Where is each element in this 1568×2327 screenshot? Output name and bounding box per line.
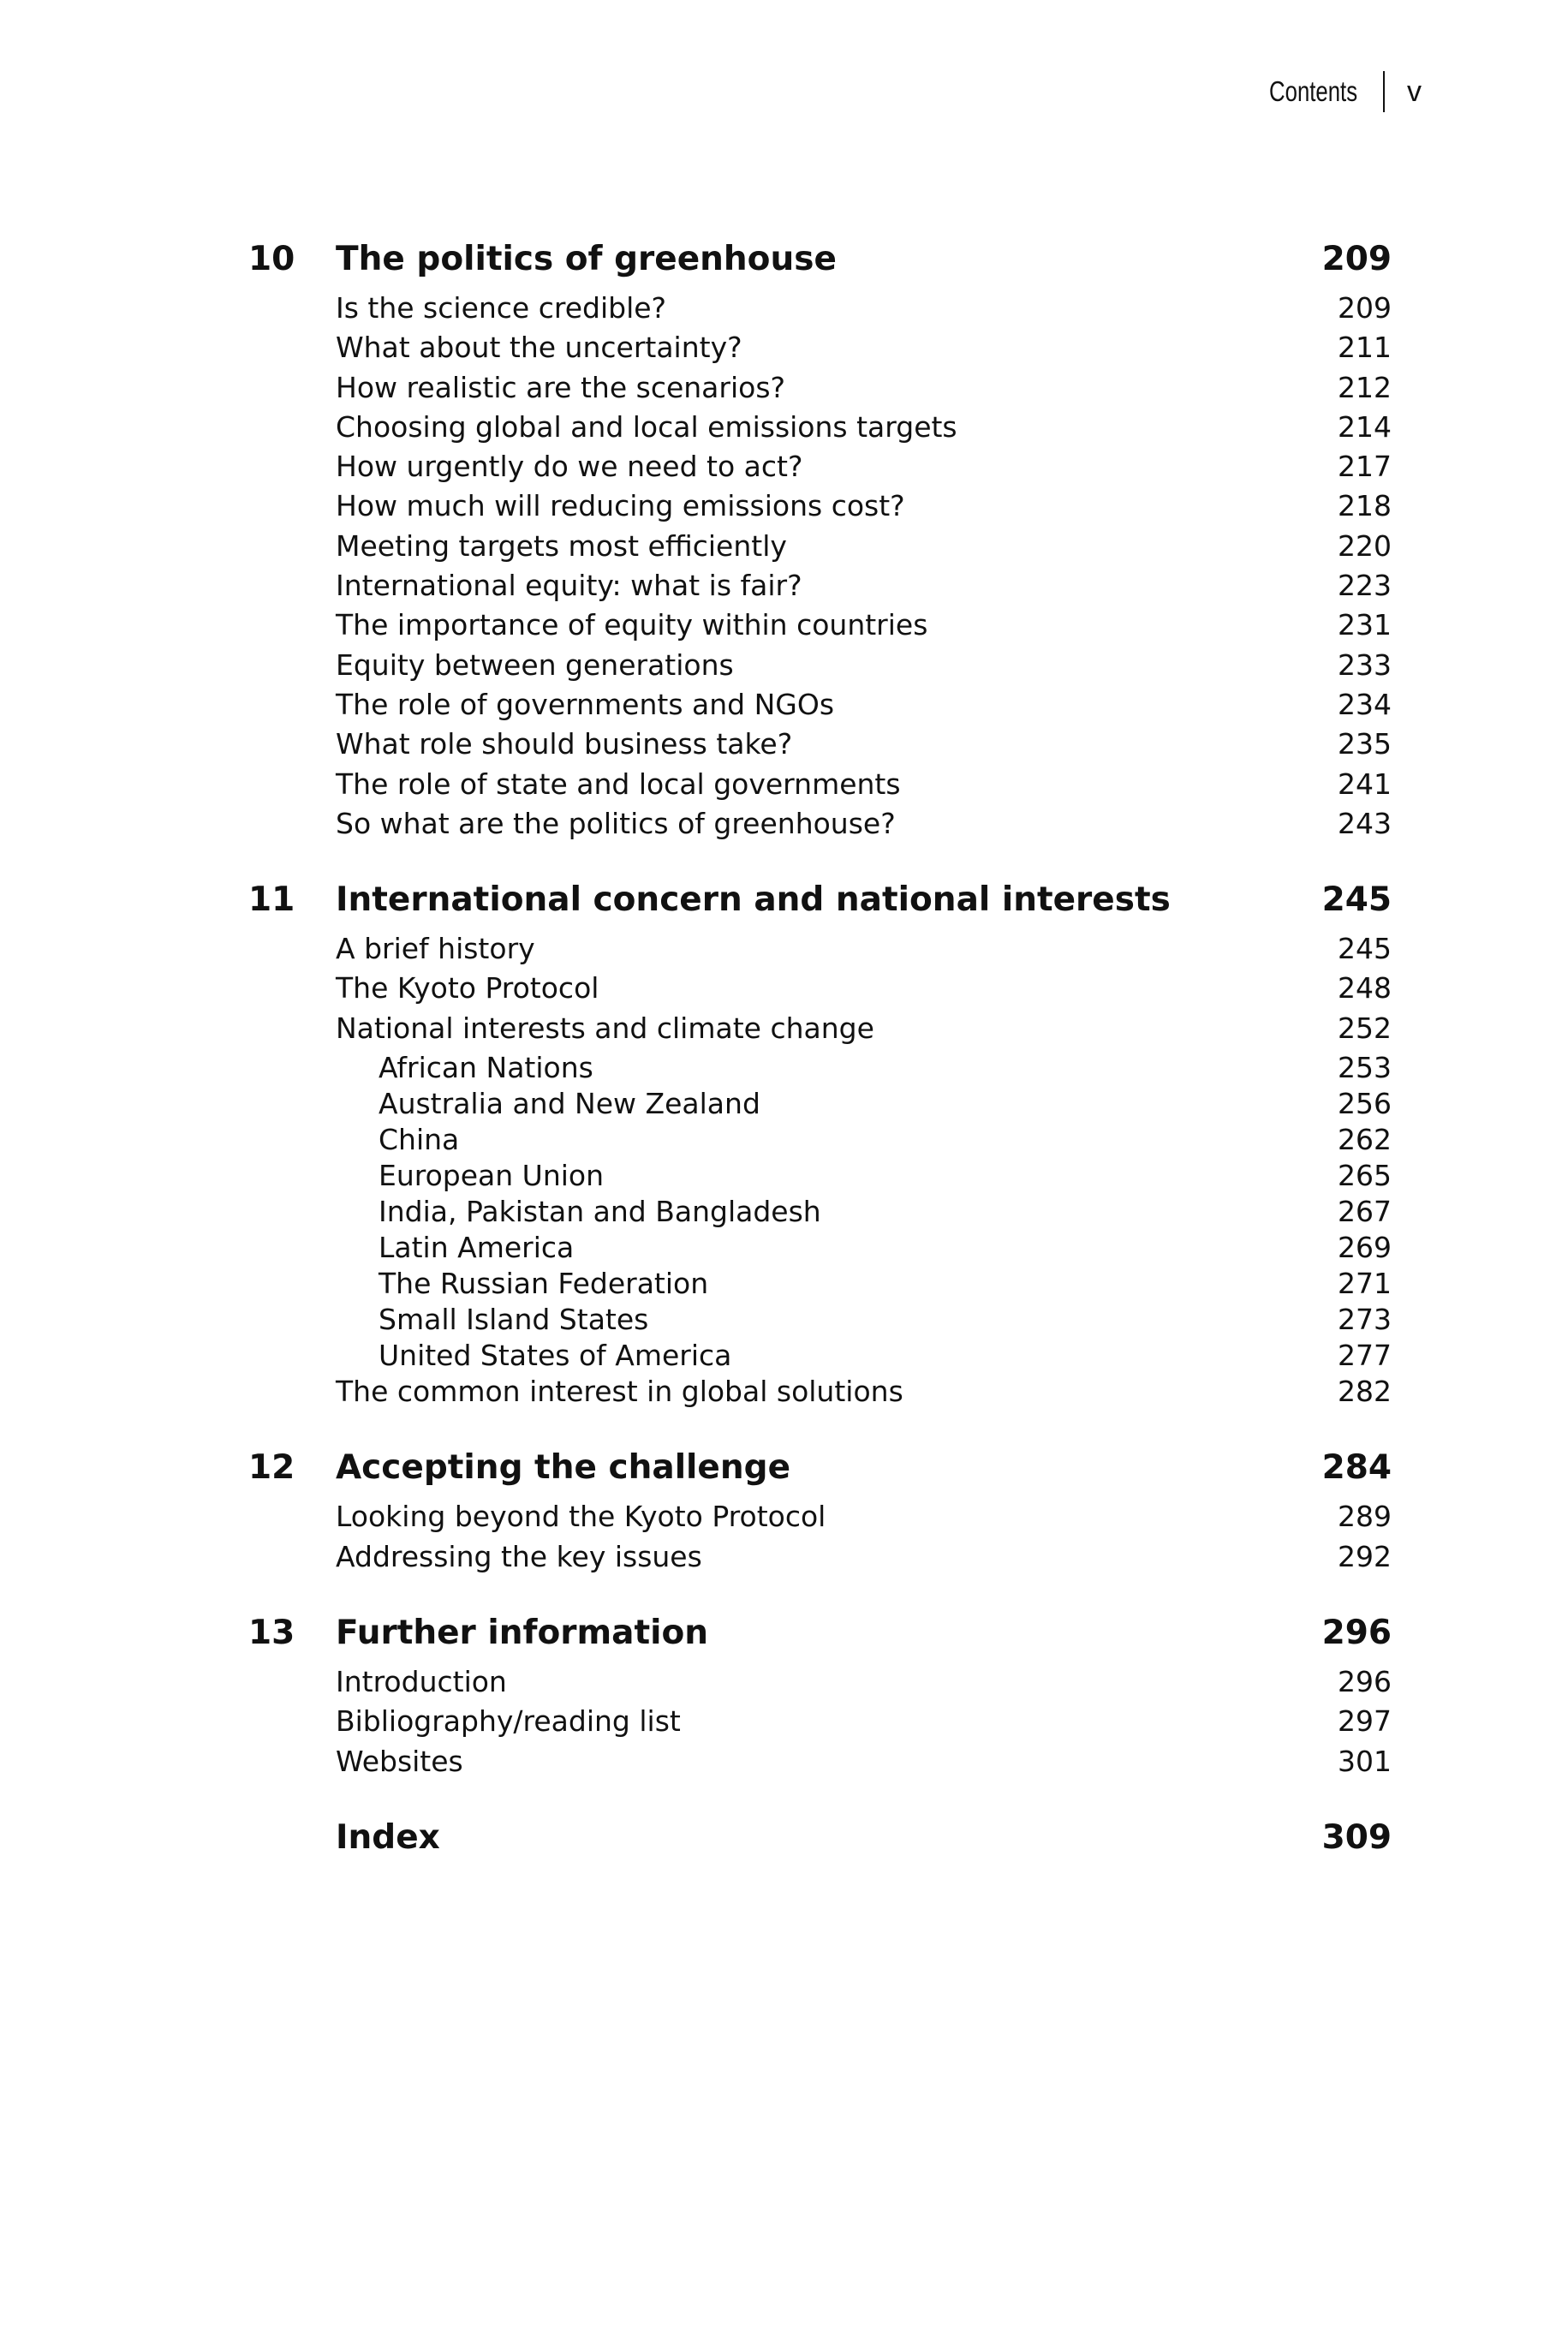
- toc-entry[interactable]: [336, 1745, 1392, 1784]
- toc-subentry[interactable]: [336, 1267, 1392, 1303]
- toc-entry[interactable]: [336, 569, 1392, 608]
- chapter-number: 10: [248, 240, 295, 278]
- entry-title: The role of governments and NGOs: [336, 687, 835, 721]
- entry-title: How urgently do we need to act?: [336, 450, 803, 484]
- toc-entry[interactable]: [336, 489, 1392, 528]
- entry-title: Small Island States: [379, 1303, 649, 1337]
- entry-title: The common interest in global solutions: [336, 1375, 903, 1409]
- chapter-entries: [336, 1665, 1392, 1784]
- toc-entry[interactable]: [336, 1540, 1392, 1579]
- entry-page-number: 271: [1338, 1267, 1392, 1301]
- entry-title: Websites: [336, 1744, 463, 1778]
- toc-chapter: [248, 240, 1392, 846]
- entry-title: The importance of equity within countries: [336, 608, 928, 642]
- entry-title: What role should business take?: [336, 727, 793, 761]
- entry-page-number: 241: [1338, 767, 1392, 801]
- entry-title: How much will reducing emissions cost?: [336, 489, 905, 523]
- entry-page-number: 282: [1338, 1375, 1392, 1409]
- toc-chapter: [248, 880, 1392, 1414]
- entry-page-number: 217: [1338, 450, 1392, 484]
- entry-title: African Nations: [379, 1051, 593, 1085]
- table-of-contents: [248, 240, 1392, 1904]
- running-head-label: Contents: [1268, 75, 1357, 107]
- toc-subentry[interactable]: [336, 1123, 1392, 1159]
- toc-entry[interactable]: [336, 727, 1392, 767]
- entry-page-number: 253: [1338, 1051, 1392, 1085]
- entry-page-number: 273: [1338, 1303, 1392, 1337]
- entry-page-number: 265: [1338, 1159, 1392, 1193]
- toc-entry[interactable]: [336, 291, 1392, 331]
- entry-page-number: 234: [1338, 687, 1392, 721]
- entry-title: Looking beyond the Kyoto Protocol: [336, 1500, 826, 1534]
- toc-chapter: [248, 1818, 1392, 1870]
- toc-entry[interactable]: [336, 608, 1392, 647]
- entry-page-number: 231: [1338, 608, 1392, 642]
- toc-subentry[interactable]: [336, 1339, 1392, 1375]
- entry-title: India, Pakistan and Bangladesh: [379, 1195, 821, 1229]
- chapter-number: 13: [248, 1613, 295, 1652]
- toc-subentry[interactable]: [336, 1303, 1392, 1339]
- entry-title: China: [379, 1123, 460, 1157]
- chapter-heading[interactable]: [248, 1818, 1392, 1870]
- entry-title: Equity between generations: [336, 647, 734, 682]
- chapter-page-number: 309: [1321, 1817, 1392, 1857]
- toc-entry[interactable]: [336, 767, 1392, 807]
- entry-page-number: 220: [1338, 528, 1392, 563]
- chapter-heading[interactable]: [248, 1448, 1392, 1500]
- chapter-heading[interactable]: [248, 1614, 1392, 1665]
- entry-page-number: 214: [1338, 409, 1392, 444]
- chapter-number: 11: [248, 880, 295, 920]
- chapter-entries: [336, 932, 1392, 1414]
- entry-title: International equity: what is fair?: [336, 569, 802, 603]
- toc-entry[interactable]: [336, 410, 1392, 450]
- entry-page-number: 235: [1338, 727, 1392, 761]
- chapter-title: Index: [336, 1817, 440, 1857]
- chapter-number: 12: [248, 1448, 295, 1488]
- entry-title: National interests and climate change: [336, 1011, 874, 1045]
- toc-entry[interactable]: [336, 688, 1392, 727]
- entry-title: Choosing global and local emissions targets: [336, 409, 957, 444]
- toc-chapter: [248, 1448, 1392, 1579]
- entry-title: What about the uncertainty?: [336, 331, 742, 365]
- entry-page-number: 289: [1338, 1500, 1392, 1534]
- entry-page-number: 269: [1338, 1231, 1392, 1265]
- entry-page-number: 297: [1338, 1704, 1392, 1739]
- toc-entry[interactable]: [336, 648, 1392, 688]
- toc-subentry[interactable]: [336, 1051, 1392, 1087]
- entry-page-number: 256: [1338, 1087, 1392, 1121]
- toc-entry[interactable]: [336, 1375, 1392, 1414]
- entry-title: The Russian Federation: [379, 1267, 709, 1301]
- entry-page-number: 209: [1338, 291, 1392, 325]
- toc-subentry[interactable]: [336, 1231, 1392, 1267]
- entry-title: United States of America: [379, 1339, 732, 1373]
- entry-page-number: 252: [1338, 1011, 1392, 1045]
- chapter-page-number: 284: [1321, 1448, 1392, 1488]
- entry-page-number: 243: [1338, 806, 1392, 840]
- entry-page-number: 301: [1338, 1744, 1392, 1778]
- chapter-title: International concern and national interests: [336, 880, 1171, 920]
- entry-title: The Kyoto Protocol: [336, 971, 599, 1005]
- entry-title: The role of state and local governments: [336, 767, 901, 801]
- entry-title: Australia and New Zealand: [379, 1087, 760, 1121]
- toc-entry[interactable]: [336, 371, 1392, 410]
- entry-title: Is the science credible?: [336, 291, 667, 325]
- entry-page-number: 262: [1338, 1123, 1392, 1157]
- toc-entry[interactable]: [336, 807, 1392, 846]
- entry-title: Latin America: [379, 1231, 575, 1265]
- running-head-page-number: v: [1407, 75, 1422, 108]
- entry-page-number: 248: [1338, 971, 1392, 1005]
- entry-page-number: 212: [1338, 370, 1392, 404]
- toc-entry[interactable]: [336, 932, 1392, 971]
- entry-page-number: 218: [1338, 489, 1392, 523]
- toc-entry[interactable]: [336, 1500, 1392, 1539]
- entry-page-number: 245: [1338, 932, 1392, 966]
- toc-entry[interactable]: [336, 1704, 1392, 1744]
- entry-page-number: 233: [1338, 647, 1392, 682]
- running-head: [1244, 70, 1441, 113]
- entry-page-number: 211: [1338, 331, 1392, 365]
- entry-title: Addressing the key issues: [336, 1539, 702, 1573]
- entry-page-number: 292: [1338, 1539, 1392, 1573]
- toc-entry[interactable]: [336, 1011, 1392, 1051]
- chapter-entries: [336, 291, 1392, 846]
- toc-entry[interactable]: [336, 331, 1392, 370]
- entry-title: So what are the politics of greenhouse?: [336, 806, 896, 840]
- toc-chapter: [248, 1614, 1392, 1784]
- entry-title: Meeting targets most efficiently: [336, 528, 787, 563]
- chapter-page-number: 296: [1321, 1613, 1392, 1652]
- chapter-title: Accepting the challenge: [336, 1448, 791, 1488]
- chapter-heading[interactable]: [248, 880, 1392, 932]
- running-head-divider: [1383, 71, 1385, 112]
- entry-title: European Union: [379, 1159, 605, 1193]
- toc-subentry[interactable]: [336, 1195, 1392, 1231]
- chapter-heading[interactable]: [248, 240, 1392, 291]
- entry-page-number: 296: [1338, 1664, 1392, 1698]
- entry-page-number: 277: [1338, 1339, 1392, 1373]
- toc-entry[interactable]: [336, 1665, 1392, 1704]
- chapter-page-number: 209: [1321, 240, 1392, 278]
- chapter-title: The politics of greenhouse: [336, 240, 837, 278]
- toc-entry[interactable]: [336, 529, 1392, 569]
- toc-subentry[interactable]: [336, 1087, 1392, 1123]
- entry-page-number: 223: [1338, 569, 1392, 603]
- entry-title: Bibliography/reading list: [336, 1704, 681, 1739]
- entry-title: How realistic are the scenarios?: [336, 370, 786, 404]
- entry-title: A brief history: [336, 932, 535, 966]
- chapter-title: Further information: [336, 1613, 709, 1652]
- entry-title: Introduction: [336, 1664, 507, 1698]
- toc-entry[interactable]: [336, 971, 1392, 1011]
- entry-page-number: 267: [1338, 1195, 1392, 1229]
- chapter-page-number: 245: [1321, 880, 1392, 920]
- chapter-entries: [336, 1500, 1392, 1579]
- toc-subentry[interactable]: [336, 1159, 1392, 1195]
- toc-entry[interactable]: [336, 450, 1392, 489]
